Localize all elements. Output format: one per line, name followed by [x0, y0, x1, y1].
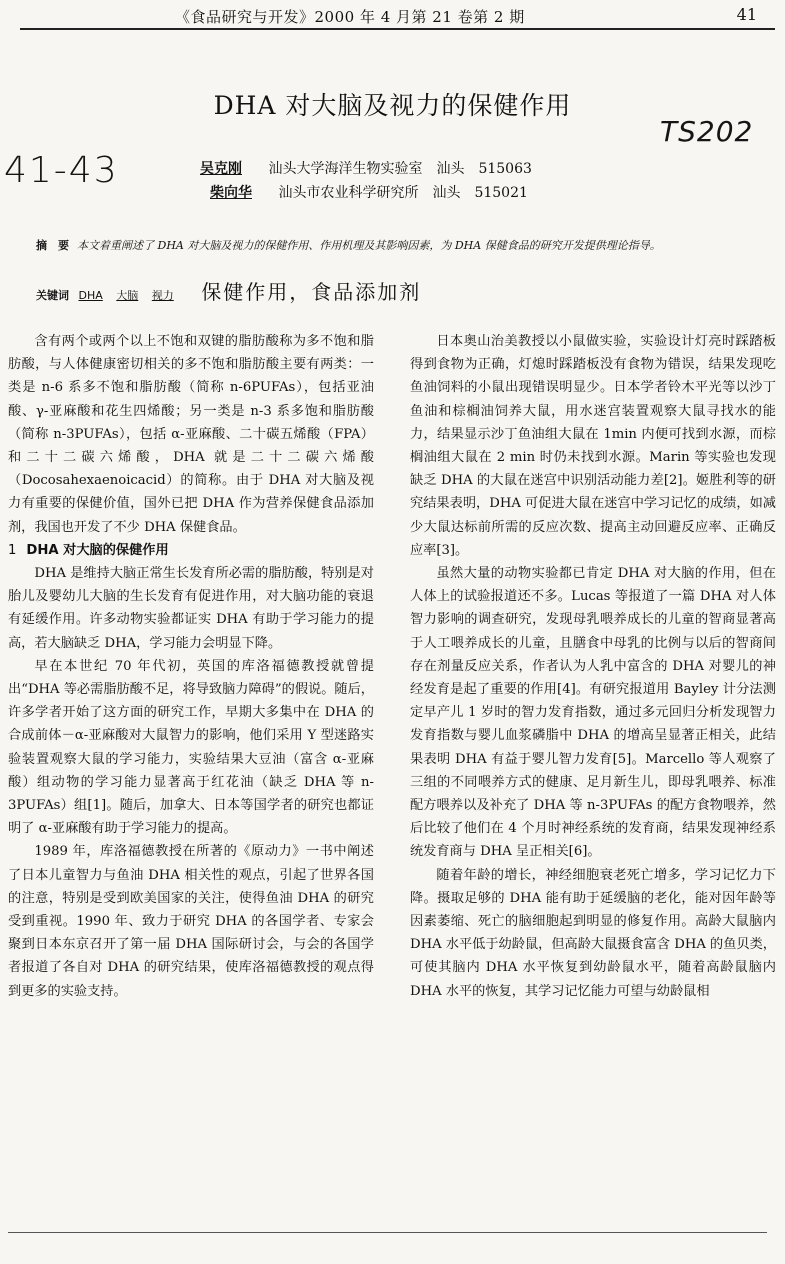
page-number: 41 [736, 5, 757, 24]
keywords-label: 关键词 [36, 289, 69, 302]
handwritten-page-range: 41-43 [4, 150, 119, 191]
abstract-text: 本文着重阐述了 DHA 对大脑及视力的保健作用、作用机理及其影响因素，为 DHA 保健食品的研究开发提供理论指导。 [77, 239, 661, 252]
journal-running-head: 《食品研究与开发》2000 年 4 月第 21 卷第 2 期 [175, 8, 525, 26]
author-line [210, 182, 528, 202]
paragraph: 早在本世纪 70 年代初，英国的库洛福德教授就曾提出“DHA 等必需脂肪酸不足，将导致脑力障碍”的假说。随后，许多学者开始了这方面的研究工作，早期大多集中在 DHA 的合成前体－α-亚麻酸对大鼠智力的影响，他们采用 Y 型迷路实验装置观察大鼠的学习能力，实验结果大豆油（富含 α-亚麻酸）组动物的学习能力显著高于红花油（缺乏 DHA 等 n-3PUFAs）组[1]。随后，加拿大、日本等国学者的研究也都证明了 α-亚麻酸有助于学习能力的提高。 [8, 658, 374, 837]
paragraph: 日本奥山治美教授以小鼠做实验，实验设计灯亮时踩踏板得到食物为正确，灯熄时踩踏板没有食物为错误，结果发现吃鱼油饲料的小鼠出现错误明显少。日本学者铃木平光等以沙丁鱼油和棕榈油饲养大鼠，用水迷宫装置观察大鼠寻找水的能力，结果显示沙丁鱼油组大鼠在 1min 内便可找到水源，而棕榈油组大鼠在 2 min 时仍未找到水源。Marin 等实验也发现缺乏 DHA 的大鼠在迷宫中识别活动能力差[2]。姬胜利等的研究结果表明，DHA 可促进大鼠在迷宫中学习记忆的成绩，如减少大鼠达标前所需的反应次数、提高主动回避反应率、正确反应率[3]。 [410, 334, 776, 558]
footer-rule [8, 1232, 767, 1233]
author-name: 柴向华 [210, 185, 252, 201]
abstract-label: 摘 要 [36, 239, 69, 252]
page-header [0, 0, 785, 28]
article-title: DHA 对大脑及视力的保健作用 [213, 91, 572, 120]
keywords [36, 276, 421, 305]
handwritten-classification: TS202 [660, 115, 754, 148]
section-heading [8, 539, 374, 562]
paragraph: 虽然大量的动物实验都已肯定 DHA 对大脑的作用，但在人体上的试验报道还不多。Lucas 等报道了一篇 DHA 对人体智力影响的调查研究，发现母乳喂养成长的儿童的智商显著高于人工喂养成长的儿童，且膳食中母乳的比例与以后的智商间存在剂量反应关系，作者认为人乳中富含的 DHA 对婴儿的神经发育是起了重要的作用[4]。有研究报道用 Bayley 计分法测定早产儿 1 岁时的智力发育指数，通过多元回归分析发现智力发育指数与婴儿血浆磷脂中 DHA 的增高呈显著正相关，此结果表明 DHA 有益于婴儿智力发育[5]。Marcello 等人观察了三组的不同喂养方式的健康、足月新生儿，即母乳喂养、标准配方喂养以及补充了 DHA 等 n-3PUFAs 的配方食物喂养，然后比较了他们在 4 个月时神经系统的发育商，结果发现神经系统发育商与 DHA 呈正相关[6]。 [410, 566, 776, 860]
keyword: DHA [78, 289, 103, 302]
abstract [36, 235, 756, 257]
author-affiliation: 汕头市农业科学研究所 汕头 515021 [278, 185, 528, 201]
keyword: 视力 [151, 289, 174, 302]
author-name: 吴克刚 [200, 161, 242, 177]
paragraph: 随着年龄的增长，神经细胞衰老死亡增多，学习记忆力下降。摄取足够的 DHA 能有助于延缓脑的老化，能对因年龄等因素萎缩、死亡的脑细胞起到明显的修复作用。高龄大鼠脑内 DHA 水平低于幼龄鼠，但高龄大鼠摄食富含 DHA 的鱼贝类，可使其脑内 DHA 水平恢复到幼龄鼠水平，随着高龄鼠脑内 DHA 水平的恢复，其学习记忆能力可望与幼龄鼠相 [410, 867, 776, 999]
right-column [410, 330, 776, 1003]
author-affiliation: 汕头大学海洋生物实验室 汕头 515063 [268, 161, 532, 177]
handwritten-keywords: 保健作用，食品添加剂 [201, 280, 422, 304]
section-title: DHA 对大脑的保健作用 [26, 542, 169, 558]
paragraph: DHA 是维持大脑正常生长发育所必需的脂肪酸，特别是对胎儿及婴幼儿大脑的生长发育有促进作用，对大脑功能的衰退有延缓作用。许多动物实验都证实 DHA 有助于学习能力的提高，若大脑缺乏 DHA，学习能力会明显下降。 [8, 566, 374, 651]
section-number: 1 [8, 542, 17, 558]
author-line [200, 158, 532, 178]
keyword: 大脑 [116, 289, 139, 302]
paragraph: 含有两个或两个以上不饱和双键的脂肪酸称为多不饱和脂肪酸，与人体健康密切相关的多不饱和脂肪酸主要有两类：一类是 n-6 系多不饱和脂肪酸（简称 n-6PUFAs），包括亚油酸、γ-亚麻酸和花生四烯酸；另一类是 n-3 系多饱和脂肪酸（简称 n-3PUFAs），包括 α-亚麻酸、二十碳五烯酸（FPA）和二十二碳六烯酸，DHA 就是二十二碳六烯酸（Docosahexaenoicacid）的简称。由于 DHA 对大脑及视力有重要的保健价值，国外已把 DHA 作为营养保健食品添加剂，我国也开发了不少 DHA 保健食品。 [8, 334, 374, 535]
left-column [8, 330, 374, 1003]
paragraph: 1989 年，库洛福德教授在所著的《原动力》一书中阐述了日本儿童智力与鱼油 DHA 相关性的观点，引起了世界各国的注意，特别是受到欧美国家的关注，使得鱼油 DHA 的研究受到重视。1990 年、致力于研究 DHA 的各国学者、专家会聚到日本东京召开了第一届 DHA 国际研讨会，与会的各国学者报道了各自对 DHA 的研究结果，使库洛福德教授的观点得到更多的实验支持。 [8, 844, 374, 999]
header-rule [20, 28, 775, 30]
